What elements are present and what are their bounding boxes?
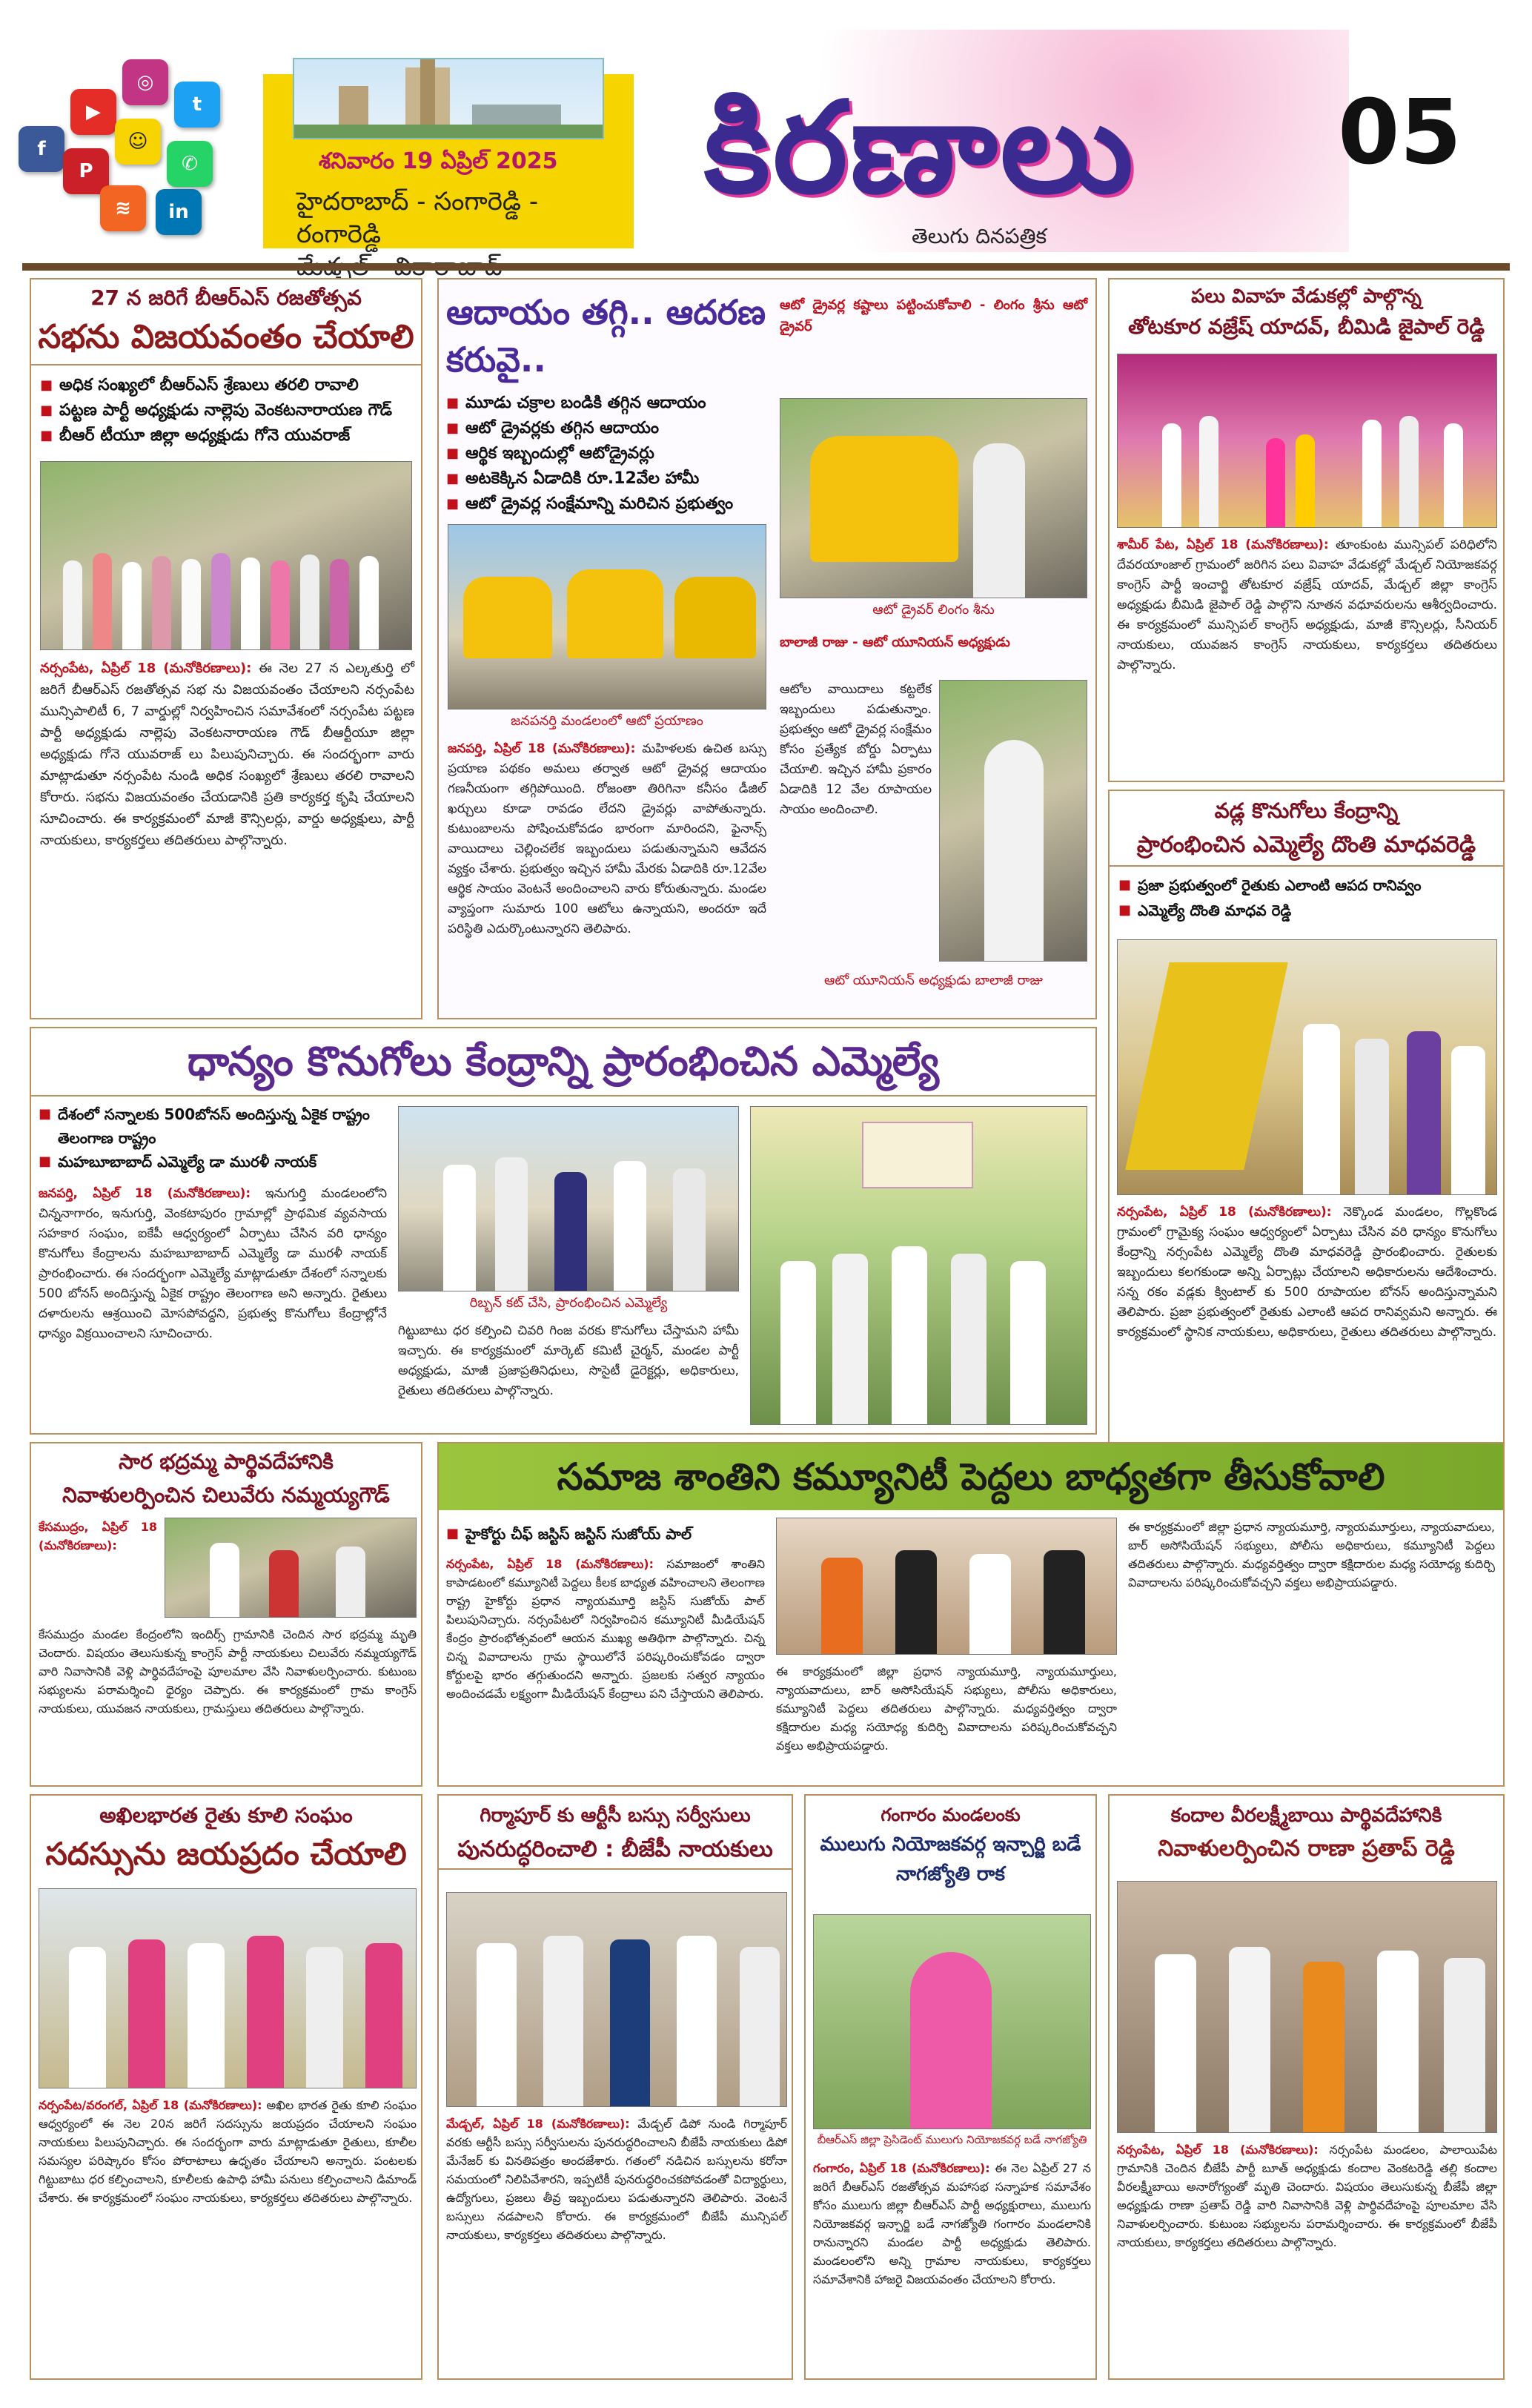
- story-bullet: ■ మూడు చక్రాల బండికి తగ్గిన ఆదాయం: [446, 391, 772, 416]
- story-photo-group: [40, 461, 412, 650]
- story-kicker: అఖిలభారత రైతు కూలి సంఘం: [99, 1803, 353, 1828]
- story-headline: ఆదాయం తగ్గి.. ఆదరణ కరువై..: [446, 292, 766, 380]
- story-bullet: ■ ఆర్థిక ఇబ్బందుల్లో ఆటోడ్రైవర్లు: [446, 441, 772, 466]
- story-bullet: ■ ఎమ్మెల్యే దొంతి మాధవ రెడ్డి: [1118, 898, 1494, 923]
- facebook-icon: f: [19, 126, 64, 172]
- story-quote: ఆటో డ్రైవర్ల కష్టాలు పట్టించుకోవాలి - లింగం శ్రీను ఆటో డ్రైవర్: [780, 297, 1087, 334]
- story-photo-paddy-centre: [1117, 939, 1497, 1195]
- story-photo-driver: [780, 398, 1087, 598]
- story-photo-group-farmers: [750, 1106, 1087, 1425]
- story-photo-condolence: [165, 1518, 417, 1618]
- story-body: అఖిల భారత రైతు కూలి సంఘం ఆధ్వర్యంలో ఈ నెల 20న జరిగే సదస్సును జయప్రదం చేయాలని సంఘం నాయకులు పిలుపునిచ్చారు. ఈ సందర్భంగా వారు మాట్లాడుతూ రైతులు, కూలీల సమస్యల పరిష్కారం కోసం పోరాటాలు ఉధృతం చేయాలని అన్నారు. పంటలకు గిట్టుబాటు ధర కల్పించాలని, కూలీలకు ఉపాధి హామీ పనులు కల్పించాలని డిమాండ్ చేశారు. ఈ కార్యక్రమంలో సంఘం నాయకులు, కార్యకర్తలు తదితరులు పాల్గొన్నారు.: [39, 2098, 417, 2205]
- story-bullet: ■ పట్టణ పార్టీ అధ్యక్షుడు నాల్లెపు వెంకటనారాయణ గౌడ్: [40, 398, 412, 423]
- story-bullet: ■ బీఆర్ టీయూ జిల్లా అధ్యక్షుడు గోనె యువరాజ్: [40, 423, 412, 449]
- story-photo-auto-rickshaws: [448, 524, 766, 710]
- story-dateline: నర్సంపేట, ఏప్రిల్ 18 (మనోకిరణాలు):: [1117, 2143, 1319, 2157]
- story-community-mediation: [437, 1442, 1505, 1787]
- story-bullet: ■ ఆటో డ్రైవర్ల సంక్షేమాన్ని మరిచిన ప్రభుత్వం: [446, 492, 772, 517]
- story-bullet: ■ మహబూబాబాద్ ఎమ్మెల్యే డా మురళీ నాయక్: [39, 1150, 387, 1174]
- whatsapp-icon: ✆: [167, 141, 213, 187]
- snapchat-icon: ☺: [115, 119, 161, 165]
- pinterest-icon: P: [63, 148, 109, 194]
- story-headline: నివాళులర్పించిన రాణా ప్రతాప్ రెడ్డి: [1158, 1836, 1455, 1862]
- linkedin-icon: in: [156, 189, 202, 235]
- newspaper-logo: కిరణాలు: [704, 75, 1136, 222]
- story-body: ఈ నెల 27 న ఎల్కతుర్తి లో జరిగే బీఆర్ఎస్ రజతోత్సవ సభ ను విజయవంతం చేయాలని నర్సంపేట మున్సిపాలిటీ 6, 7 వార్డుల్లో నిర్వహించిన సమావేశంలో నర్సంపేట పట్టణ పార్టీ అధ్యక్షుడు నాల్లెపు వెంకటనారాయణ గౌడ్ బీఆర్టీయూ జిల్లా అధ్యక్షుడు గోనె యువరాజ్ లు పిలుపునిచ్చారు. ఈ సందర్భంగా వారు మాట్లాడుతూ నర్సంపేట నుండి అధిక సంఖ్యలో శ్రేణులు తరలి రావాలని కోరారు. సభను విజయవంతం చేయడానికి ప్రతి కార్యకర్త కృషి చేయాలని సూచించారు. ఈ కార్యక్రమంలో మాజీ కౌన్సిలర్లు, వార్డు అధ్యక్షులు, పార్టీ నాయకులు, కార్యకర్తలు తదితరులు పాల్గొన్నారు.: [40, 661, 414, 848]
- edition-cities-line-1: హైదరాబాద్ - సంగారెడ్డి - రంగారెడ్డి: [296, 187, 539, 249]
- story-kicker: వడ్ల కొనుగోలు కేంద్రాన్ని: [1214, 798, 1399, 823]
- story-paddy-centre-murali-naik: [30, 1027, 1097, 1435]
- story-body: ఈ నెల ఏప్రిల్ 27 న జరిగే బీఆర్ఎస్ రజతోత్సవ మహాసభ సన్నాహక సమావేశం కోసం ములుగు జిల్లా బీఆర్ఎస్ పార్టీ అధ్యక్షురాలు, ములుగు నియోజకవర్గ ఇన్చార్జి బడే నాగజ్యోతి గంగారం మండలానికి రానున్నారని మండల పార్టీ అధ్యక్షుడు తెలిపారు. మండలంలోని అన్ని గ్రామాల నాయకులు, కార్యకర్తలు సమావేశానికి హాజరై విజయవంతం చేయాలని కోరారు.: [813, 2161, 1092, 2286]
- photo-caption: రిబ్బన్ కట్ చేసి, ప్రారంభించిన ఎమ్మెల్యే: [469, 1295, 668, 1311]
- issue-date: శనివారం 19 ఏప్రిల్ 2025: [319, 148, 558, 174]
- story-photo-nagajyothi: [813, 1914, 1091, 2129]
- story-bullet: ■ దేశంలో సన్నాలకు 500బోనస్ అందిస్తున్న ఏకైక రాష్ట్రం తెలంగాణ రాష్ట్రం: [39, 1102, 387, 1150]
- masthead-rule: [22, 263, 1510, 271]
- story-bullet: ■ ప్రజా ప్రభుత్వంలో రైతుకు ఎలాంటి ఆపద రానివ్వం: [1118, 873, 1494, 898]
- story-body-continued: ఈ కార్యక్రమంలో జిల్లా ప్రధాన న్యాయమూర్తి, న్యాయమూర్తులు, న్యాయవాదులు, బార్ అసోసియేషన్ సభ్యులు, పోలీసు అధికారులు, కమ్యూనిటీ పెద్దలు తదితరులు పాల్గొన్నారు. మధ్యవర్తిత్వం ద్వారా కక్షిదారుల మధ్య సయోధ్య కుదిర్చి వివాదాలను పరిష్కరించుకోవచ్చని వక్తలు అభిప్రాయపడ్డారు.: [1128, 1520, 1495, 1590]
- story-body: ఈ కార్యక్రమంలో జిల్లా ప్రధాన న్యాయమూర్తి, న్యాయమూర్తులు, న్యాయవాదులు, బార్ అసోసియేషన్ సభ్యులు, పోలీసు అధికారులు, కమ్యూనిటీ పెద్దలు తదితరులు పాల్గొన్నారు. మధ్యవర్తిత్వం ద్వారా కక్షిదారుల మధ్య సయోధ్య కుదిర్చి వివాదాలను పరిష్కరించుకోవచ్చని వక్తలు అభిప్రాయపడ్డారు.: [776, 1664, 1117, 1753]
- story-kicker: సార భద్రమ్మ పార్థివదేహానికి: [119, 1449, 334, 1474]
- newspaper-logo-block: [667, 30, 1349, 252]
- story-body: ఆటోల వాయిదాలు కట్టలేక ఇబ్బందులు పడుతున్నాం. ప్రభుత్వం ఆటో డ్రైవర్ల సంక్షేమం కోసం ప్రత్యేక బోర్డు ఏర్పాటు చేయాలి. ఇచ్చిన హామీ ప్రకారం ఏడాదికి 12 వేల రూపాయల సాయం అందించాలి.: [780, 682, 932, 817]
- story-photo-condolence-visit: [1117, 1881, 1497, 2133]
- story-kicker: పలు వివాహ వేడుకల్లో పాల్గొన్న: [1191, 285, 1422, 308]
- story-body: నర్సంపేట మండలం, పాలాయిపేట గ్రామానికి చెందిన బీజేపీ పార్టీ బూత్ అధ్యక్షుడు కందాల వెంకటరెడ్డి తల్లి కందాల వీరలక్ష్మీబాయి అనారోగ్యంతో మృతి చెందారు. విషయం తెలుసుకున్న బీజేపీ జిల్లా అధ్యక్షుడు రాణా ప్రతాప్ రెడ్డి వారి నివాసానికి వెళ్లి పార్థివదేహంపై పూలమాల వేసి నివాళులర్పించారు. కుటుంబ సభ్యులను పరామర్శించారు. ఈ కార్యక్రమంలో బీజేపీ నాయకులు, కార్యకర్తలు తదితరులు పాల్గొన్నారు.: [1117, 2143, 1497, 2249]
- story-girmapur-bus-service: [437, 1794, 793, 2380]
- story-headline: పునరుద్ధరించాలి : బీజేపీ నాయకులు: [439, 1831, 792, 1870]
- story-headline: ప్రారంభించిన ఎమ్మెల్యే దొంతి మాధవరెడ్డి: [1110, 828, 1503, 867]
- story-dateline: నర్సంపేట, ఏప్రిల్ 18 (మనోకిరణాలు):: [446, 1557, 654, 1571]
- story-dateline: జనపర్తి, ఏప్రిల్ 18 (మనోకిరణాలు):: [39, 1186, 251, 1201]
- story-bullet: ■ ఆటో డ్రైవర్లకు తగ్గిన ఆదాయం: [446, 416, 772, 441]
- story-headline: నివాళులర్పించిన చిలువేరు నమ్మయ్యగౌడ్: [62, 1483, 390, 1507]
- story-dateline: కేసముద్రం, ఏప్రిల్ 18 (మనోకిరణాలు):: [39, 1520, 157, 1552]
- story-body: నెక్కొండ మండలం, గొల్లకొండ గ్రామంలో గ్రామైక్య సంఘం ఆధ్వర్యంలో ఏర్పాటు చేసిన వరి ధాన్యం కొనుగోలు కేంద్రాన్ని నర్సంపేట ఎమ్మెల్యే దొంతి మాధవరెడ్డి ప్రారంభించారు. రైతులకు ఇబ్బందులు కలగకుండా అన్ని ఏర్పాట్లు చేయాలని అధికారులను ఆదేశించారు. సన్న రకం వడ్లకు క్వింటాల్ కు 500 రూపాయల బోనస్ అందిస్తున్నామని తెలిపారు. ప్రజా ప్రభుత్వంలో రైతుకు ఎలాంటి ఆపద రానివ్వమని అన్నారు. ఈ కార్యక్రమంలో స్థానిక నాయకులు, అధికారులు, రైతులు తదితరులు పాల్గొన్నారు.: [1117, 1205, 1498, 1340]
- story-photo-wedding: [1117, 354, 1497, 528]
- photo-caption: బీఆర్ఎస్ జిల్లా ప్రెసిడెంట్ ములుగు నియోజకవర్గ బడే నాగజ్యోతి: [817, 2133, 1087, 2146]
- twitter-icon: t: [174, 82, 220, 128]
- story-kicker: 27 న జరిగే బీఆర్ఎస్ రజతోత్సవ: [90, 285, 362, 310]
- rss-icon: ≋: [100, 185, 146, 231]
- story-body: సమాజంలో శాంతిని కాపాడటంలో కమ్యూనిటీ పెద్దలు కీలక బాధ్యత వహించాలని తెలంగాణ రాష్ట్ర హైకోర్టు ప్రధాన న్యాయమూర్తి జస్టిస్ సుజోయ్ పాల్ పిలుపునిచ్చారు. నర్సంపేటలో నిర్వహించిన కమ్యూనిటీ మీడియేషన్ కేంద్రం ప్రారంభోత్సవంలో ఆయన ముఖ్య అతిథిగా పాల్గొన్నారు. చిన్న చిన్న వివాదాలను గ్రామ స్థాయిలోనే పరిష్కరించుకోవడం ద్వారా కోర్టులపై భారం తగ్గుతుందని అన్నారు. ప్రజలకు సత్వర న్యాయం అందించడమే లక్ష్యంగా మీడియేషన్ కేంద్రాలు పని చేస్తాయని తెలిపారు.: [446, 1557, 765, 1701]
- story-photo-memorandum: [446, 1892, 787, 2107]
- story-photo-chief-justice: [776, 1518, 1117, 1655]
- story-body: కేసముద్రం మండల కేంద్రంలోని ఇందిర్స్ గ్రామానికి చెందిన సార భద్రమ్మ మృతి చెందారు. విషయం తెలుసుకున్న కాంగ్రెస్ పార్టీ నాయకులు చిలువేరు నమ్మయ్యగౌడ్ వారి నివాసానికి వెళ్లి పార్థివదేహంపై పూలమాల వేసి నివాళులర్పించారు. కుటుంబ సభ్యులను పరామర్శించి ధైర్యం చెప్పారు. ఈ కార్యక్రమంలో గ్రామ కాంగ్రెస్ నాయకులు, యువజన నాయకులు, గ్రామస్తులు తదితరులు పాల్గొన్నారు.: [39, 1627, 417, 1716]
- story-kicker: గంగారం మండలంకు: [881, 1805, 1021, 1825]
- newspaper-tagline: తెలుగు దినపత్రిక: [912, 224, 1047, 248]
- story-body: తూంకుంట మున్సిపల్ పరిధిలోని దేవరయాంజాల్ గ్రామంలో జరిగిన పలు వివాహ వేడుకల్లో మేడ్చల్ నియోజకవర్గ కాంగ్రెస్ పార్టీ ఇంచార్జి తోటకూర వజ్రేష్ యాదవ్, మేడ్చల్ జిల్లా కాంగ్రెస్ అధ్యక్షుడు బీమిడి జైపాల్ రెడ్డి పాల్గొని నూతన వధూవరులను ఆశీర్వదించారు. ఈ కార్యక్రమంలో మున్సిపల్ కాంగ్రెస్ అధ్యక్షుడు, మాజీ కౌన్సిలర్లు, సీనియర్ నాయకులు, యువజన కాంగ్రెస్ నాయకులు, కార్యకర్తలు తదితరులు పాల్గొన్నారు.: [1117, 538, 1497, 672]
- story-photo-union-leader: [939, 680, 1087, 962]
- story-dateline: గంగారం, ఏప్రిల్ 18 (మనోకిరణాలు):: [813, 2161, 990, 2175]
- photo-caption: ఆటో యూనియన్ అధ్యక్షుడు బాలాజీ రాజు: [824, 973, 1043, 988]
- story-headline: సభను విజయవంతం చేయాలి: [31, 315, 421, 366]
- story-bullet: ■ హైకోర్టు చీఫ్ జస్టిస్ జస్టిస్ సుజోయ్ పాల్: [446, 1521, 765, 1547]
- story-kicker: గిర్మాపూర్ కు ఆర్టీసీ బస్సు సర్వీసులు: [480, 1805, 751, 1827]
- youtube-icon: ▶: [70, 89, 116, 135]
- story-headline: సమాజ శాంతిని కమ్యూనిటీ పెద్దలు బాధ్యతగా తీసుకోవాలి: [557, 1455, 1385, 1498]
- story-wedding-visit: [1108, 278, 1505, 782]
- story-nagajyothi-visit: [804, 1794, 1097, 2380]
- photo-caption: జనపనర్తి మండలంలో ఆటో ప్రయాణం: [511, 713, 703, 729]
- story-body: గిట్టుబాటు ధర కల్పించి చివరి గింజ వరకు కొనుగోలు చేస్తామని హామీ ఇచ్చారు. ఈ కార్యక్రమంలో మార్కెట్ కమిటీ చైర్మన్, మండల పార్టీ అధ్యక్షుడు, మాజీ ప్రజాప్రతినిధులు, సొసైటీ డైరెక్టర్లు, అధికారులు, రైతులు తదితరులు పాల్గొన్నారు.: [398, 1323, 739, 1398]
- story-dateline: నర్సంపేట, ఏప్రిల్ 18 (మనోకిరణాలు):: [1117, 1205, 1332, 1220]
- story-headline: సదస్సును జయప్రదం చేయాలి: [45, 1836, 407, 1872]
- story-body: ఇనుగుర్తి మండలంలోని చిన్ననాగారం, ఇనుగుర్తి, వెంకటాపురం గ్రామాల్లో ప్రాథమిక వ్యవసాయ సహకార సంఘం, ఐకేపీ ఆధ్వర్యంలో ఏర్పాటు చేసిన వరి ధాన్యం కొనుగోలు కేంద్రాలను మహబూబాబాద్ ఎమ్మెల్యే డా మురళీ నాయక్ ప్రారంభించారు. ఈ సందర్భంగా ఎమ్మెల్యే మాట్లాడుతూ దేశంలో సన్నాలకు 500 బోనస్ అందిస్తున్న ఏకైక రాష్ట్రం తెలంగాణ అని అన్నారు. రైతులు దళారులను ఆశ్రయించి మోసపోవద్దని, ప్రభుత్వ కొనుగోలు కేంద్రాల్లోనే ధాన్యం విక్రయించాలని సూచించారు.: [39, 1186, 388, 1341]
- story-bullet: ■ అధిక సంఖ్యలో బీఆర్ఎస్ శ్రేణులు తరలి రావాలి: [40, 373, 412, 398]
- story-brs-meeting: [30, 278, 422, 1019]
- story-headline: ధాన్యం కొనుగోలు కేంద్రాన్ని ప్రారంభించిన ఎమ్మెల్యే: [31, 1028, 1095, 1096]
- story-headline: ములుగు నియోజకవర్గ ఇన్చార్జి బడే నాగజ్యోతి రాక: [820, 1833, 1081, 1885]
- story-dateline: జనపర్తి, ఏప్రిల్ 18 (మనోకిరణాలు):: [448, 741, 636, 756]
- city-skyline-image: [293, 58, 604, 139]
- page-number: 05: [1338, 82, 1462, 185]
- story-farmers-labour-union: [30, 1794, 422, 2380]
- story-condolence-namayya-goud: [30, 1442, 422, 1787]
- story-dateline: మేడ్చల్, ఏప్రిల్ 18 (మనోకిరణాలు):: [446, 2117, 630, 2131]
- story-kicker: కందాల వీరలక్ష్మీబాయి పార్థివదేహానికి: [1170, 1805, 1442, 1827]
- story-quote: బాలాజీ రాజు - ఆటో యూనియన్ అధ్యక్షుడు: [780, 635, 1010, 650]
- story-bullet: ■ అటకెక్కిన ఏడాదికి రూ.12వేల హామీ: [446, 466, 772, 492]
- story-headline: తోటకూర వజ్రేష్ యాదవ్, బీమిడి జైపాల్ రెడ్డి: [1128, 314, 1485, 339]
- story-auto-drivers: [437, 278, 1097, 1019]
- story-dateline: నర్సంపేట/వరంగల్, ఏప్రిల్ 18 (మనోకిరణాలు):: [39, 2098, 262, 2112]
- photo-caption: ఆటో డ్రైవర్ లింగం శీను: [872, 602, 995, 618]
- story-dateline: నర్సంపేట, ఏప్రిల్ 18 (మనోకిరణాలు):: [40, 661, 252, 676]
- story-photo-union-poster: [39, 1888, 417, 2088]
- story-body: [1128, 1518, 1495, 1592]
- story-body: మేడ్చల్ డిపో నుండి గిర్మాపూర్ వరకు ఆర్టీసీ బస్సు సర్వీసులను పునరుద్ధరించాలని బీజేపీ నాయకులు డిపో మేనేజర్ కు వినతిపత్రం అందజేశారు. గతంలో నడిచిన బస్సులను కరోనా సమయంలో నిలిపివేశారని, ఇప్పటికీ పునరుద్ధరించకపోవడంతో విద్యార్థులు, ఉద్యోగులు, ప్రజలు తీవ్ర ఇబ్బందులు పడుతున్నారని తెలిపారు. వెంటనే బస్సులు నడపాలని కోరారు. ఈ కార్యక్రమంలో బీజేపీ మున్సిపల్ నాయకులు, కార్యకర్తలు తదితరులు పాల్గొన్నారు.: [446, 2117, 787, 2242]
- instagram-icon: ◎: [122, 59, 168, 105]
- story-photo-ribbon-cutting: [398, 1106, 739, 1291]
- social-media-cubes: [19, 59, 263, 245]
- story-condolence-rana-pratap: [1108, 1794, 1505, 2380]
- story-body: మహిళలకు ఉచిత బస్సు ప్రయాణ పథకం అమలు తర్వాత ఆటో డ్రైవర్ల ఆదాయం గణనీయంగా తగ్గిపోయింది. రోజంతా తిరిగినా కనీసం డీజిల్ ఖర్చులు కూడా రావడం లేదని డ్రైవర్లు వాపోతున్నారు. కుటుంబాలను పోషించుకోవడం భారంగా మారిందని, ఫైనాన్స్ వాయిదాలు చెల్లించలేక ఇబ్బందులు పడుతున్నామని ఆవేదన వ్యక్తం చేశారు. ప్రభుత్వం ఇచ్చిన హామీ మేరకు ఏడాదికి రూ.12వేల ఆర్థిక సాయం వెంటనే అందించాలని వారు కోరుతున్నారు. మండల వ్యాప్తంగా సుమారు 100 ఆటోలు ఉన్నాయని, అందరూ ఇదే పరిస్థితి ఎదుర్కొంటున్నారని తెలిపారు.: [448, 741, 767, 936]
- story-dateline: శామీర్ పేట, ఏప్రిల్ 18 (మనోకిరణాలు):: [1117, 538, 1329, 552]
